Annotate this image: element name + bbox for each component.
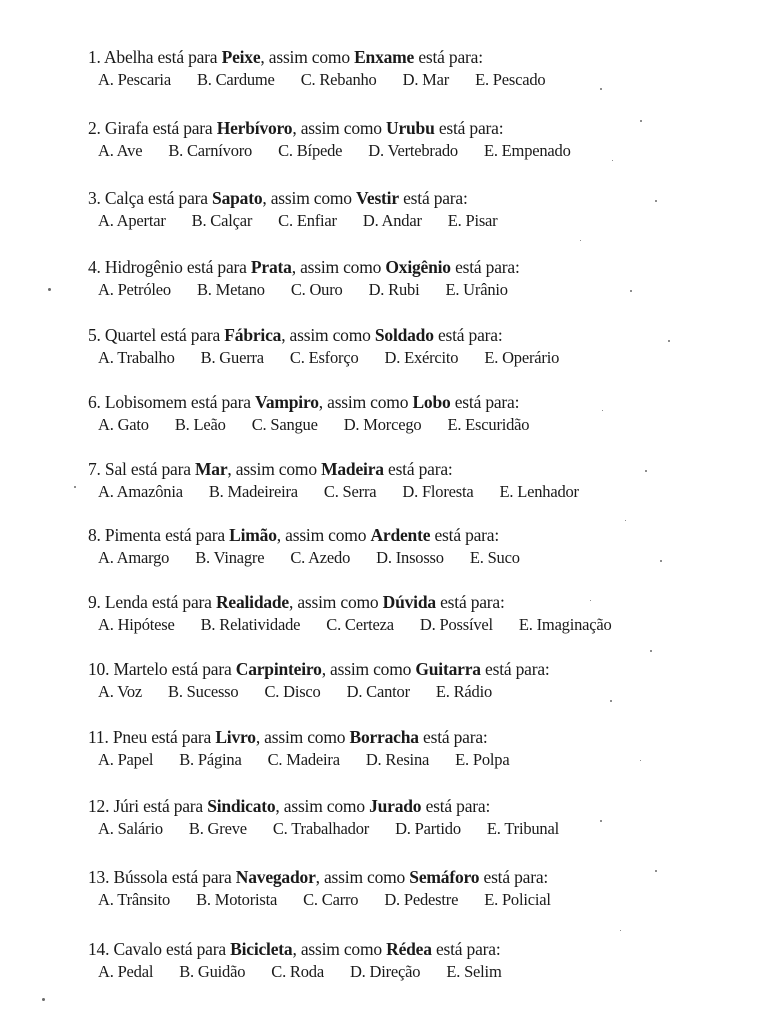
option-b: B. Carnívoro: [168, 141, 253, 160]
option-d: D. Vertebrado: [368, 141, 458, 160]
option-d: D. Floresta: [402, 482, 474, 501]
question-6: [78, 391, 698, 453]
term-a: Martelo: [113, 659, 168, 679]
question-stem: [88, 726, 488, 748]
term-b: Carpinteiro: [235, 659, 322, 679]
option-e: E. Pisar: [447, 211, 498, 230]
term-c: Borracha: [349, 727, 419, 747]
option-e: E. Lenhador: [499, 482, 579, 501]
term-a: Cavalo: [113, 939, 162, 959]
term-c: Guitarra: [415, 659, 481, 679]
connector: , assim como: [227, 459, 317, 479]
answer-options: [98, 749, 535, 771]
connector: , assim como: [260, 47, 350, 67]
connector: está para: [166, 939, 226, 959]
option-e: E. Selim: [446, 962, 502, 981]
connector: está para:: [440, 592, 505, 612]
question-number: 3.: [88, 188, 101, 208]
term-b: Livro: [215, 727, 256, 747]
question-9: [78, 591, 698, 653]
option-c: C. Trabalhador: [272, 819, 370, 838]
option-d: D. Andar: [362, 211, 422, 230]
connector: está para:: [454, 392, 520, 412]
option-d: D. Insosso: [376, 548, 444, 567]
option-e: E. Polpa: [455, 750, 510, 769]
term-c: Madeira: [321, 459, 384, 479]
answer-options: [98, 547, 546, 569]
term-b: Fábrica: [224, 325, 282, 345]
question-stem: [88, 256, 520, 278]
answer-options: [98, 347, 585, 369]
option-d: D. Exército: [384, 348, 459, 367]
question-stem: [88, 187, 468, 209]
connector: está para:: [438, 118, 504, 138]
option-b: B. Vinagre: [195, 548, 265, 567]
option-b: B. Relatividade: [200, 615, 301, 634]
connector: está para: [165, 525, 225, 545]
question-8: [78, 524, 698, 586]
question-1: [78, 46, 698, 108]
option-e: E. Policial: [484, 890, 551, 909]
connector: , assim como: [318, 392, 409, 412]
term-a: Abelha: [103, 47, 154, 67]
question-number: 13.: [88, 867, 110, 887]
term-a: Calça: [104, 188, 144, 208]
option-a: A. Apertar: [98, 211, 166, 230]
term-c: Urubu: [386, 118, 435, 138]
term-c: Dúvida: [382, 592, 436, 612]
option-b: B. Cardume: [196, 70, 275, 89]
question-5: [78, 324, 698, 386]
question-10: [78, 658, 698, 720]
option-c: C. Disco: [264, 682, 321, 701]
option-e: E. Empenado: [483, 141, 571, 160]
question-number: 6.: [88, 392, 101, 412]
connector: está para:: [437, 325, 503, 345]
option-d: D. Direção: [349, 962, 421, 981]
question-stem: [88, 866, 548, 888]
term-b: Realidade: [215, 592, 289, 612]
term-c: Jurado: [369, 796, 422, 816]
question-number: 12.: [88, 796, 110, 816]
question-number: 7.: [88, 459, 101, 479]
option-a: A. Amargo: [98, 548, 170, 567]
term-b: Sindicato: [207, 796, 276, 816]
term-b: Vampiro: [255, 392, 319, 412]
answer-options: [98, 889, 577, 911]
question-stem: [88, 458, 453, 480]
term-a: Girafa: [104, 118, 149, 138]
term-c: Enxame: [354, 47, 415, 67]
term-a: Pimenta: [104, 525, 161, 545]
connector: está para: [151, 592, 212, 612]
question-number: 4.: [88, 257, 101, 277]
option-e: E. Pescado: [475, 70, 546, 89]
connector: está para: [143, 796, 204, 816]
option-b: B. Leão: [174, 415, 226, 434]
question-number: 5.: [88, 325, 101, 345]
term-b: Navegador: [235, 867, 316, 887]
connector: está para:: [434, 525, 500, 545]
option-c: C. Carro: [303, 890, 359, 909]
answer-options: [98, 279, 534, 301]
option-a: A. Trabalho: [98, 348, 175, 367]
term-b: Limão: [229, 525, 277, 545]
term-a: Lenda: [104, 592, 148, 612]
option-b: B. Calçar: [191, 211, 253, 230]
question-4: [78, 256, 698, 318]
option-b: B. Guerra: [200, 348, 264, 367]
connector: está para: [147, 188, 208, 208]
question-stem: [88, 938, 501, 960]
option-a: A. Gato: [98, 415, 149, 434]
term-c: Soldado: [374, 325, 434, 345]
option-c: C. Bípede: [278, 141, 343, 160]
question-number: 2.: [88, 118, 101, 138]
option-b: B. Página: [179, 750, 242, 769]
option-d: D. Possível: [419, 615, 493, 634]
option-a: A. Ave: [98, 141, 143, 160]
term-b: Bicicleta: [230, 939, 293, 959]
connector: está para: [190, 392, 251, 412]
term-b: Herbívoro: [216, 118, 293, 138]
question-11: [78, 726, 698, 788]
option-a: A. Pedal: [98, 962, 154, 981]
question-number: 1.: [88, 47, 101, 67]
answer-options: [98, 210, 523, 232]
answer-options: [98, 414, 555, 436]
answer-options: [98, 961, 528, 983]
option-d: D. Resina: [365, 750, 430, 769]
option-b: B. Sucesso: [168, 682, 239, 701]
term-c: Rédea: [386, 939, 432, 959]
option-c: C. Serra: [323, 482, 377, 501]
connector: , assim como: [276, 525, 367, 545]
question-stem: [88, 591, 505, 613]
option-d: D. Morcego: [343, 415, 422, 434]
term-a: Bússola: [113, 867, 168, 887]
question-14: [78, 938, 698, 1000]
term-b: Peixe: [221, 47, 261, 67]
connector: está para:: [425, 796, 491, 816]
option-e: E. Imaginação: [518, 615, 612, 634]
question-2: [78, 117, 698, 179]
connector: , assim como: [321, 659, 412, 679]
question-3: [78, 187, 698, 249]
connector: está para:: [403, 188, 468, 208]
connector: , assim como: [292, 939, 382, 959]
option-e: E. Suco: [469, 548, 520, 567]
option-b: B. Motorista: [196, 890, 278, 909]
connector: está para:: [423, 727, 488, 747]
answer-options: [98, 818, 585, 840]
connector: está para: [151, 727, 212, 747]
answer-options: [98, 614, 638, 636]
term-b: Mar: [194, 459, 228, 479]
connector: está para:: [435, 939, 501, 959]
connector: , assim como: [262, 188, 352, 208]
question-12: [78, 795, 698, 857]
term-b: Prata: [250, 257, 292, 277]
question-number: 14.: [88, 939, 110, 959]
option-b: B. Madeireira: [208, 482, 298, 501]
option-c: C. Roda: [271, 962, 324, 981]
option-d: D. Pedestre: [384, 890, 459, 909]
connector: , assim como: [315, 867, 406, 887]
connector: , assim como: [291, 257, 382, 277]
option-e: E. Escuridão: [447, 415, 530, 434]
option-c: C. Sangue: [251, 415, 318, 434]
term-a: Sal: [104, 459, 127, 479]
question-stem: [88, 324, 503, 346]
connector: , assim como: [289, 592, 379, 612]
option-c: C. Ouro: [290, 280, 343, 299]
question-number: 9.: [88, 592, 101, 612]
question-13: [78, 866, 698, 928]
term-a: Júri: [113, 796, 139, 816]
connector: está para: [152, 118, 213, 138]
option-c: C. Esforço: [289, 348, 359, 367]
term-a: Pneu: [112, 727, 148, 747]
question-stem: [88, 391, 519, 413]
option-d: D. Rubi: [368, 280, 420, 299]
connector: está para: [160, 325, 221, 345]
option-a: A. Salário: [98, 819, 163, 838]
option-c: C. Enfiar: [278, 211, 337, 230]
option-d: D. Mar: [402, 70, 450, 89]
option-e: E. Urânio: [445, 280, 508, 299]
connector: , assim como: [292, 118, 382, 138]
connector: está para:: [483, 867, 549, 887]
option-c: C. Rebanho: [300, 70, 377, 89]
option-b: B. Greve: [188, 819, 247, 838]
option-e: E. Tribunal: [486, 819, 559, 838]
connector: está para: [186, 257, 247, 277]
option-e: E. Rádio: [435, 682, 493, 701]
connector: está para:: [455, 257, 520, 277]
answer-options: [98, 69, 571, 91]
term-c: Oxigênio: [385, 257, 451, 277]
connector: está para: [130, 459, 191, 479]
option-d: D. Partido: [395, 819, 461, 838]
term-a: Hidrogênio: [104, 257, 183, 277]
answer-options: [98, 681, 518, 703]
option-a: A. Voz: [98, 682, 143, 701]
answer-options: [98, 140, 597, 162]
connector: está para: [157, 47, 218, 67]
question-7: [78, 458, 698, 520]
term-c: Ardente: [370, 525, 431, 545]
connector: está para: [171, 867, 232, 887]
option-a: A. Petróleo: [98, 280, 171, 299]
connector: está para:: [388, 459, 453, 479]
question-stem: [88, 658, 550, 680]
option-a: A. Pescaria: [98, 70, 171, 89]
option-e: E. Operário: [484, 348, 560, 367]
question-stem: [88, 46, 483, 68]
option-a: A. Amazônia: [98, 482, 183, 501]
option-b: B. Metano: [196, 280, 265, 299]
question-number: 11.: [88, 727, 109, 747]
term-a: Quartel: [104, 325, 156, 345]
question-stem: [88, 117, 503, 139]
connector: , assim como: [281, 325, 371, 345]
term-c: Semáforo: [409, 867, 480, 887]
option-a: A. Trânsito: [98, 890, 171, 909]
term-b: Sapato: [212, 188, 263, 208]
option-a: A. Hipótese: [98, 615, 175, 634]
option-c: C. Certeza: [326, 615, 394, 634]
term-c: Lobo: [412, 392, 451, 412]
option-c: C. Madeira: [267, 750, 340, 769]
question-number: 10.: [88, 659, 110, 679]
connector: está para:: [485, 659, 550, 679]
term-c: Vestir: [356, 188, 399, 208]
connector: está para: [171, 659, 232, 679]
option-a: A. Papel: [98, 750, 154, 769]
connector: , assim como: [255, 727, 346, 747]
answer-options: [98, 481, 605, 503]
question-stem: [88, 524, 499, 546]
option-d: D. Cantor: [346, 682, 410, 701]
option-c: C. Azedo: [290, 548, 351, 567]
question-stem: [88, 795, 490, 817]
connector: , assim como: [275, 796, 365, 816]
question-number: 8.: [88, 525, 101, 545]
option-b: B. Guidão: [179, 962, 246, 981]
term-a: Lobisomem: [104, 392, 187, 412]
connector: está para:: [418, 47, 483, 67]
